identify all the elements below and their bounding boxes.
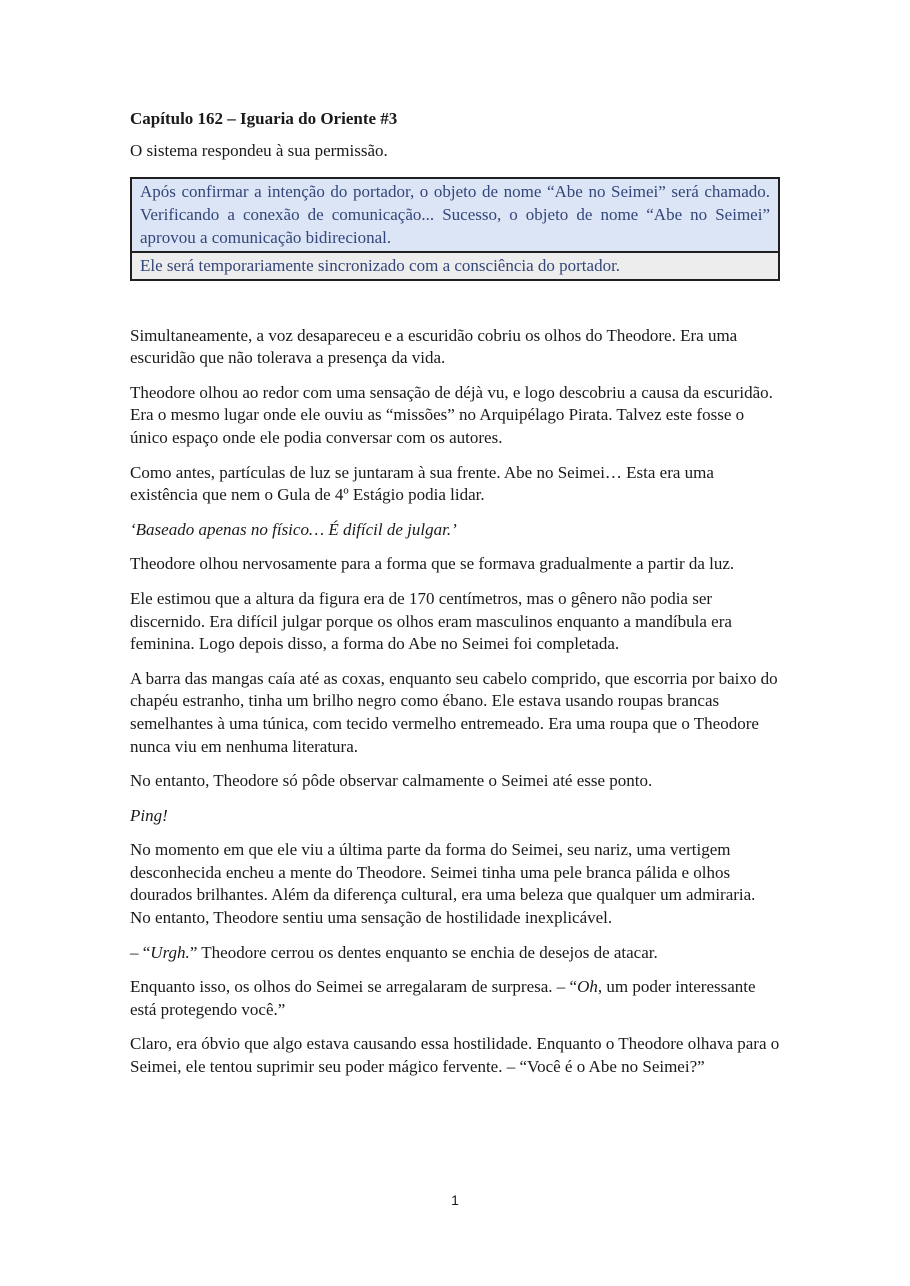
intro-paragraph: O sistema respondeu à sua permissão. [130, 141, 388, 160]
dialogue-rest: , um poder interessante está protegendo você.” [130, 977, 756, 1019]
system-message-box [130, 177, 780, 281]
sound-effect: Ping! [130, 805, 168, 825]
paragraph: Ele estimou que a altura da figura era de 170 centímetros, mas o gênero não podia ser discernido. Era difícil julgar porque os olhos eram masculinos enquanto a mandíbula era feminina. Logo depois disso, a forma do Abe no Seimei foi completada. [130, 588, 732, 654]
system-message-footer: Ele será temporariamente sincronizado com a consciência do portador. [132, 253, 778, 279]
paragraph: No momento em que ele viu a última parte da forma do Seimei, seu nariz, uma vertigem desconhecida encheu a mente do Theodore. Seimei tinha uma pele branca pálida e olhos dourados brilhantes. Além da diferença cultural, era uma beleza que qualquer um admiraria. No entanto, Theodore sentiu uma sensação de hostilidade inexplicável. [130, 840, 756, 928]
paragraph: Theodore olhou nervosamente para a forma que se formava gradualmente a partir da luz. [130, 554, 735, 574]
dialogue-paragraph [130, 942, 780, 965]
dialogue-italic: Oh [577, 977, 598, 997]
dialogue-prefix: Enquanto isso, os olhos do Seimei se arregalaram de surpresa. – “ [130, 977, 578, 997]
chapter-title: Capítulo 162 – Iguaria do Oriente #3 [130, 109, 398, 128]
dialogue-rest: ” Theodore cerrou os dentes enquanto se enchia de desejos de atacar. [189, 942, 658, 962]
paragraph: Theodore olhou ao redor com uma sensação de déjà vu, e logo descobriu a causa da escuridão. Era o mesmo lugar onde ele ouviu as “missões” no Arquipélago Pirata. Talvez este fosse o único espaço onde ele podia conversar com os autores. [130, 382, 773, 447]
italic-thought: ‘Baseado apenas no físico… É difícil de julgar.’ [130, 519, 457, 539]
sound-effect-paragraph [130, 805, 780, 828]
page-content [130, 108, 780, 1091]
dialogue-paragraph [130, 976, 780, 1021]
page-number: 1 [451, 1192, 459, 1208]
paragraph: Simultaneamente, a voz desapareceu e a escuridão cobriu os olhos do Theodore. Era uma escuridão que não tolerava a presença da vida. [130, 325, 738, 368]
system-message: Após confirmar a intenção do portador, o objeto de nome “Abe no Seimei” será chamado. Verificando a conexão de comunicação... Sucesso, o objeto de nome “Abe no Seimei” aprovou a comunicação bidirecional. [132, 179, 778, 253]
paragraph: No entanto, Theodore só pôde observar calmamente o Seimei até esse ponto. [130, 771, 653, 791]
thought-paragraph [130, 519, 780, 542]
paragraph: A barra das mangas caía até as coxas, enquanto seu cabelo comprido, que escorria por baixo do chapéu estranho, tinha um brilho negro como ébano. Ele estava usando roupas brancas semelhantes à uma túnica, com tecido vermelho entremeado. Era uma roupa que o Theodore nunca viu em nenhuma literatura. [130, 668, 778, 756]
paragraph: Como antes, partículas de luz se juntaram à sua frente. Abe no Seimei… Esta era uma existência que nem o Gula de 4º Estágio podia lidar. [130, 462, 714, 505]
paragraph: Claro, era óbvio que algo estava causando essa hostilidade. Enquanto o Theodore olhava para o Seimei, ele tentou suprimir seu poder mágico fervente. – “Você é o Abe no Seimei?” [130, 1034, 780, 1077]
dialogue-prefix: – “ [130, 942, 151, 962]
dialogue-italic: Urgh. [150, 942, 190, 962]
